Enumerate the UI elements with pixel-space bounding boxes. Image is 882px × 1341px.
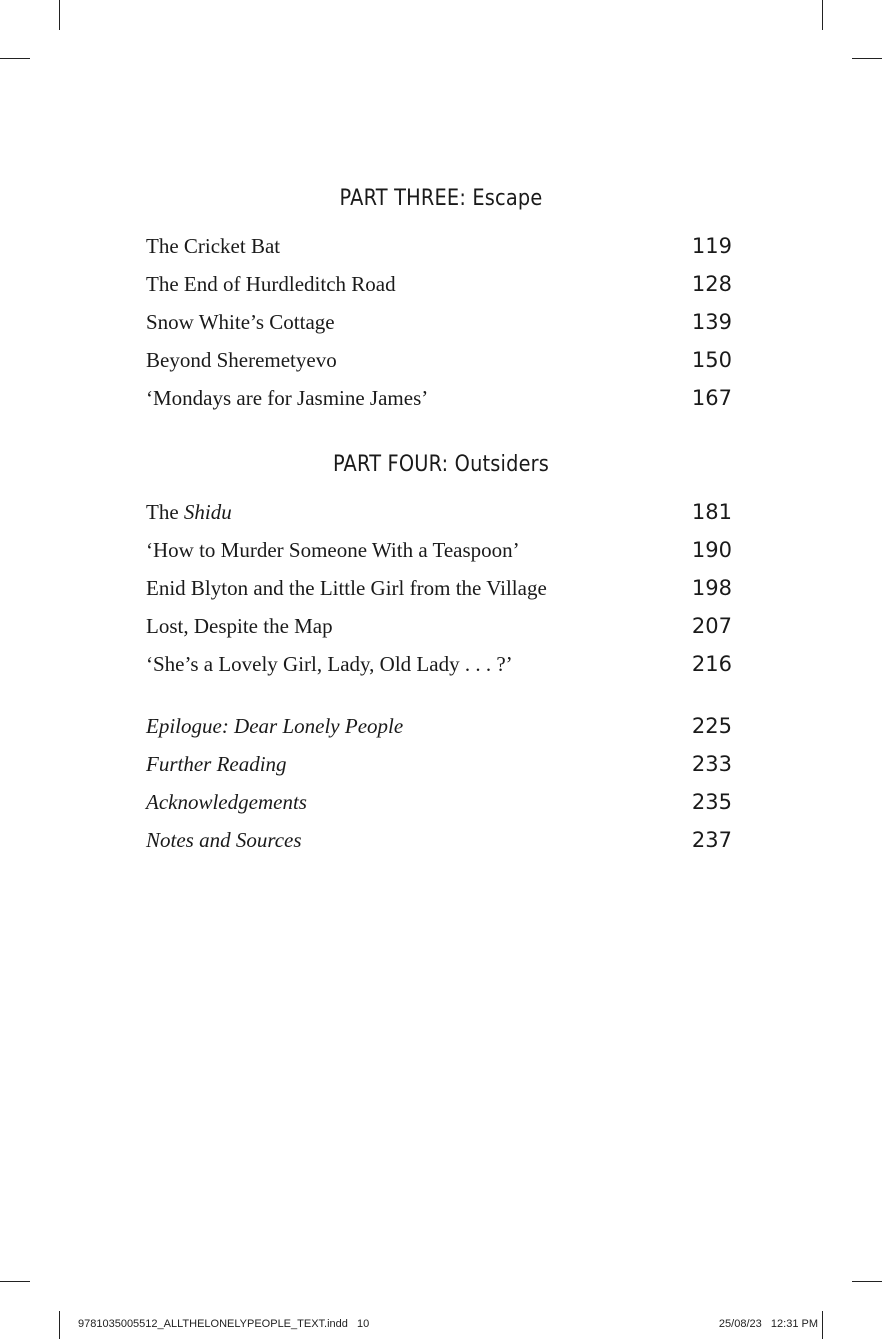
toc-entry — [146, 348, 732, 378]
toc-entry — [146, 500, 732, 530]
toc-entry — [146, 652, 732, 682]
slug-datetime: 25/08/23 12:31 PM — [718, 1318, 818, 1330]
toc-entry — [146, 714, 732, 744]
slug-divider — [59, 1311, 60, 1339]
toc-entry-page: 233 — [691, 752, 732, 776]
toc-entry-title: Lost, Despite the Map — [146, 614, 333, 638]
toc-entry-title: Acknowledgements — [146, 790, 307, 814]
toc-entry-page: 139 — [691, 310, 732, 334]
toc-entry — [146, 614, 732, 644]
crop-mark — [822, 0, 823, 30]
toc-entry-title: The End of Hurdleditch Road — [146, 272, 396, 296]
toc-entry-title: ‘How to Murder Someone With a Teaspoon’ — [146, 538, 520, 562]
toc-entry-page: 237 — [691, 828, 732, 852]
toc-entry-page: 128 — [691, 272, 732, 296]
toc-entry-page: 167 — [691, 386, 732, 410]
crop-mark — [0, 1281, 30, 1282]
slug-filename: 9781035005512_ALLTHELONELYPEOPLE_TEXT.indd 10 — [78, 1318, 370, 1330]
part-four-heading: PART FOUR: Outsiders — [332, 452, 550, 477]
toc-entry-page: 150 — [691, 348, 732, 372]
toc-entry — [146, 790, 732, 820]
toc-entry-page: 207 — [691, 614, 732, 638]
toc-entry-page: 225 — [691, 714, 732, 738]
toc-entry — [146, 234, 732, 264]
toc-entry-title: Beyond Sheremetyevo — [146, 348, 337, 372]
toc-entry — [146, 828, 732, 858]
toc-entry-page: 198 — [691, 576, 732, 600]
part-three-heading: PART THREE: Escape — [339, 186, 543, 211]
toc-entry-title: ‘She’s a Lovely Girl, Lady, Old Lady . . . ?’ — [146, 652, 513, 676]
toc-entry-title-prefix: The — [146, 500, 184, 524]
crop-mark — [852, 58, 882, 59]
toc-entry-title: ‘Mondays are for Jasmine James’ — [146, 386, 429, 410]
crop-mark — [59, 0, 60, 30]
toc-entry-page: 119 — [691, 234, 732, 258]
toc-entry-page: 216 — [691, 652, 732, 676]
toc-entry-title-italic: Shidu — [183, 500, 232, 524]
toc-entry-title: Notes and Sources — [146, 828, 302, 852]
toc-entry — [146, 538, 732, 568]
toc-entry — [146, 752, 732, 782]
toc-entry-page: 235 — [691, 790, 732, 814]
toc-entry — [146, 386, 732, 416]
toc-entry-title: Epilogue: Dear Lonely People — [146, 714, 404, 738]
toc-entry-title: Further Reading — [146, 752, 287, 776]
toc-entry-title: The Cricket Bat — [146, 234, 281, 258]
toc-entry-page: 181 — [691, 500, 732, 524]
slug-divider — [822, 1311, 823, 1339]
toc-entry — [146, 576, 732, 606]
toc-entry-page: 190 — [691, 538, 732, 562]
toc-entry-title: Enid Blyton and the Little Girl from the Village — [146, 576, 547, 600]
crop-mark — [0, 58, 30, 59]
toc-entry-title: Snow White’s Cottage — [146, 310, 335, 334]
toc-entry-title — [146, 500, 232, 525]
toc-entry — [146, 310, 732, 340]
crop-mark — [852, 1281, 882, 1282]
toc-entry — [146, 272, 732, 302]
